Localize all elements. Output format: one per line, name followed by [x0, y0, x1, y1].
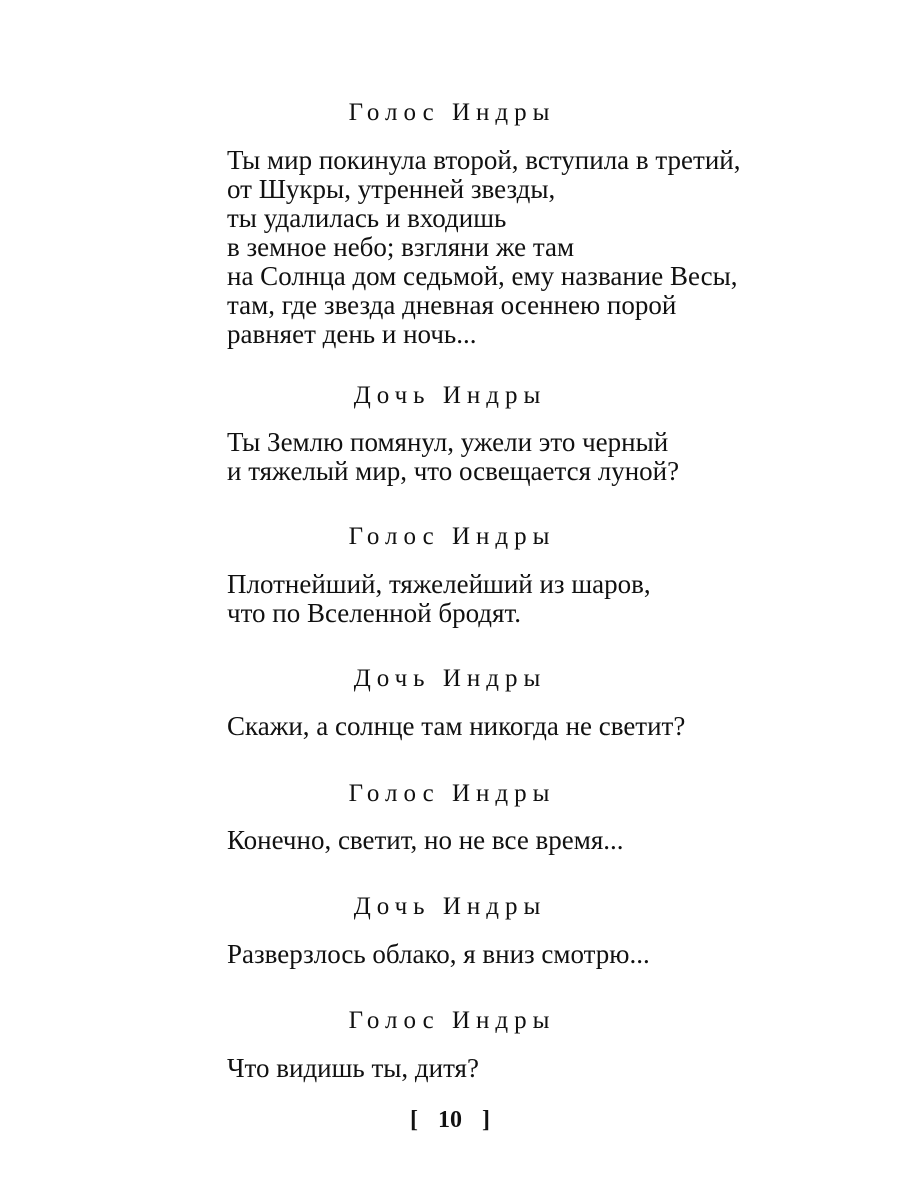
verse-line: Ты Землю помянул, ужели это черный [227, 427, 669, 457]
verse-line: в земное небо; взгляни же там [227, 232, 575, 262]
verse-line: на Солнца дом седьмой, ему название Весы, [227, 261, 738, 291]
page-number-open-bracket: [ [410, 1107, 418, 1133]
verse-stanza [227, 826, 624, 855]
verse-line: Ты мир покинула второй, вступила в третий, [227, 145, 741, 175]
page-number [0, 1105, 900, 1135]
speaker-heading: Голос Индры [348, 523, 556, 550]
verse-stanza [227, 570, 651, 628]
verse-line: и тяжелый мир, что освещается луной? [227, 456, 680, 486]
verse-stanza [227, 940, 650, 969]
verse-line: там, где звезда дневная осеннею порой [227, 290, 677, 320]
verse-line: от Шукры, утренней звезды, [227, 174, 556, 204]
page-number-value: 10 [438, 1107, 462, 1133]
speaker-heading: Голос Индры [348, 780, 556, 807]
verse-line: Плотнейший, тяжелейший из шаров, [227, 569, 651, 599]
verse-line: равняет день и ночь... [227, 319, 477, 349]
speaker-heading: Голос Индры [348, 99, 556, 126]
verse-line: Скажи, а солнце там никогда не светит? [227, 711, 686, 741]
verse-stanza [227, 428, 679, 486]
speaker-heading: Голос Индры [348, 1007, 556, 1034]
page-number-close-bracket: ] [482, 1107, 490, 1133]
verse-line: Конечно, светит, но не все время... [227, 825, 624, 855]
speaker-heading: Дочь Индры [353, 382, 547, 409]
speaker-heading: Дочь Индры [353, 665, 547, 692]
verse-line: Что видишь ты, дитя? [227, 1053, 479, 1083]
verse-line: ты удалилась и входишь [227, 203, 507, 233]
verse-line: Разверзлось облако, я вниз смотрю... [227, 939, 650, 969]
verse-line: что по Вселенной бродят. [227, 598, 521, 628]
verse-stanza [227, 146, 740, 349]
speaker-heading: Дочь Индры [353, 893, 547, 920]
verse-stanza [227, 712, 685, 741]
verse-stanza [227, 1054, 479, 1083]
